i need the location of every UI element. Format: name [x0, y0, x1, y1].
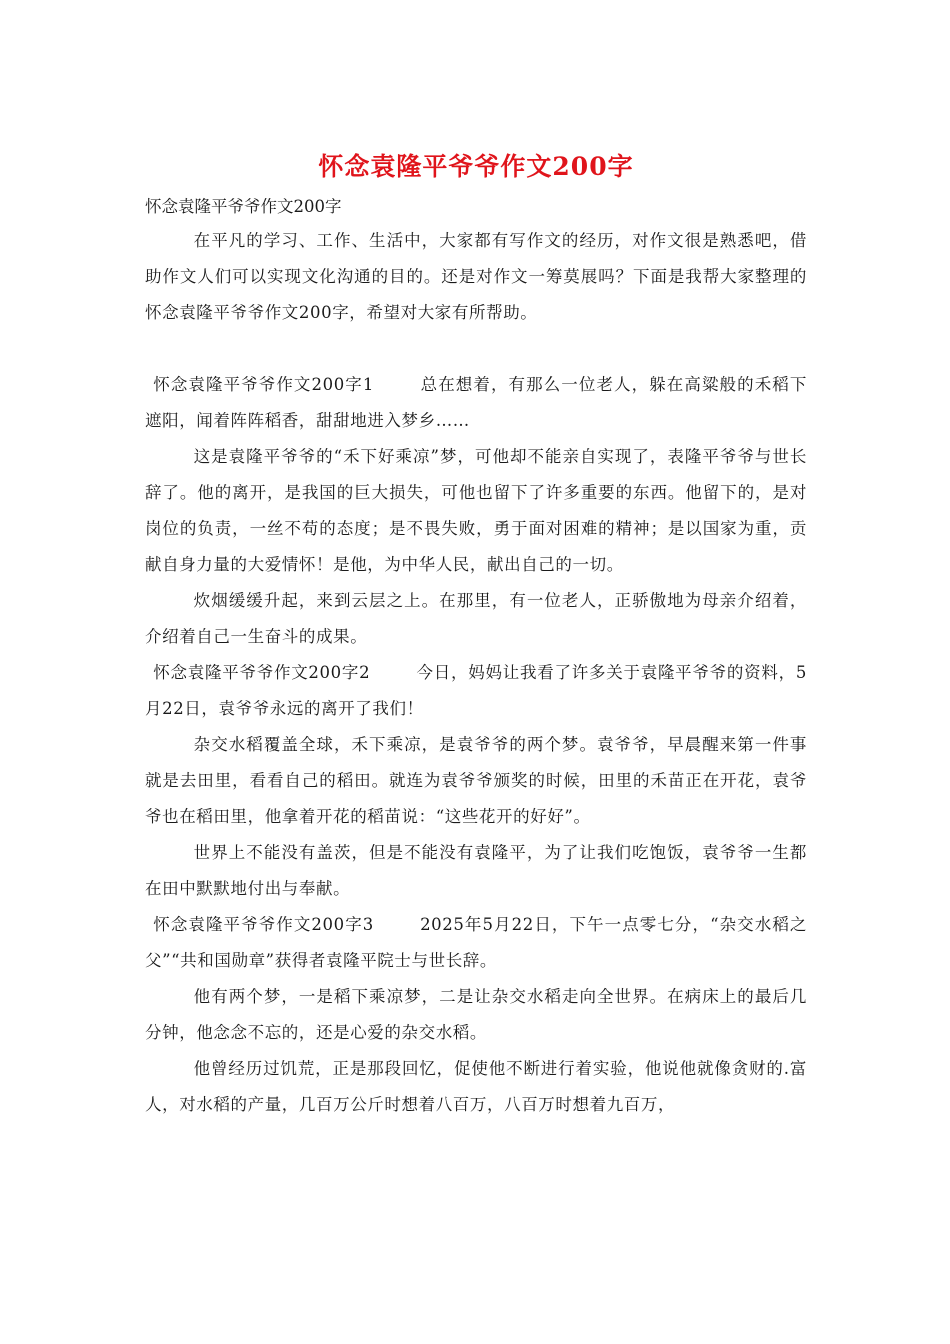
essay-3-paragraph: 他有两个梦，一是稻下乘凉梦，二是让杂交水稻走向全世界。在病床上的最后几分钟，他念念不忘的，还是心爱的杂交水稻。: [145, 987, 807, 1042]
essay-2-paragraph: 杂交水稻覆盖全球，禾下乘凉，是袁爷爷的两个梦。袁爷爷，早晨醒来第一件事就是去田里，看看自己的稻田。就连为袁爷爷颁奖的时候，田里的禾苗正在开花，袁爷爷也在稻田里，他拿着开花的稻苗说：“这些花开的好好”。: [145, 735, 807, 826]
essay-3-heading-paragraph: [145, 907, 807, 979]
essay-3-lead: 2025年5月22日，下午一点零七分，“杂交水稻之父”“共和国勋章”获得者袁隆平院士与世长辞。: [145, 915, 807, 970]
essay-2-lead: 今日，妈妈让我看了许多关于袁隆平爷爷的资料，5月22日，袁爷爷永远的离开了我们！: [145, 663, 807, 718]
essay-1-lead: 总在想着，有那么一位老人，躲在高粱般的禾稻下遮阳，闻着阵阵稻香，甜甜地进入梦乡……: [145, 375, 807, 430]
essay-2-heading: 怀念袁隆平爷爷作文200字2: [153, 663, 371, 682]
document-page: [145, 150, 807, 1123]
document-title: 怀念袁隆平爷爷作文200字: [318, 152, 634, 181]
document-subtitle: 怀念袁隆平爷爷作文200字: [145, 197, 342, 216]
essay-2-heading-paragraph: [145, 655, 807, 727]
essay-2-paragraph: 世界上不能没有盖茨，但是不能没有袁隆平，为了让我们吃饱饭，袁爷爷一生都在田中默默地付出与奉献。: [145, 843, 807, 898]
essay-1-paragraph: 这是袁隆平爷爷的“禾下好乘凉”梦，可他却不能亲自实现了，表隆平爷爷与世长辞了。他的离开，是我国的巨大损失，可他也留下了许多重要的东西。他留下的，是对岗位的负责，一丝不苟的态度；是不畏失败，勇于面对困难的精神；是以国家为重，贡献自身力量的大爱情怀！是他，为中华人民，献出自己的一切。: [145, 447, 807, 574]
essay-1-paragraph: 炊烟缓缓升起，来到云层之上。在那里，有一位老人，正骄傲地为母亲介绍着，介绍着自己一生奋斗的成果。: [145, 591, 807, 646]
essay-1-heading-paragraph: [145, 367, 807, 439]
intro-paragraph: 在平凡的学习、工作、生活中，大家都有写作文的经历，对作文很是熟悉吧，借助作文人们可以实现文化沟通的目的。还是对作文一筹莫展吗？下面是我帮大家整理的怀念袁隆平爷爷作文200字，希望对大家有所帮助。: [145, 231, 807, 322]
essay-3-heading: 怀念袁隆平爷爷作文200字3: [153, 915, 374, 934]
essay-3-paragraph: 他曾经历过饥荒，正是那段回忆，促使他不断进行着实验，他说他就像贪财的.富人，对水稻的产量，几百万公斤时想着八百万，八百万时想着九百万，: [145, 1059, 807, 1114]
essay-1-heading: 怀念袁隆平爷爷作文200字1: [153, 375, 374, 394]
section-gap: [145, 331, 807, 367]
